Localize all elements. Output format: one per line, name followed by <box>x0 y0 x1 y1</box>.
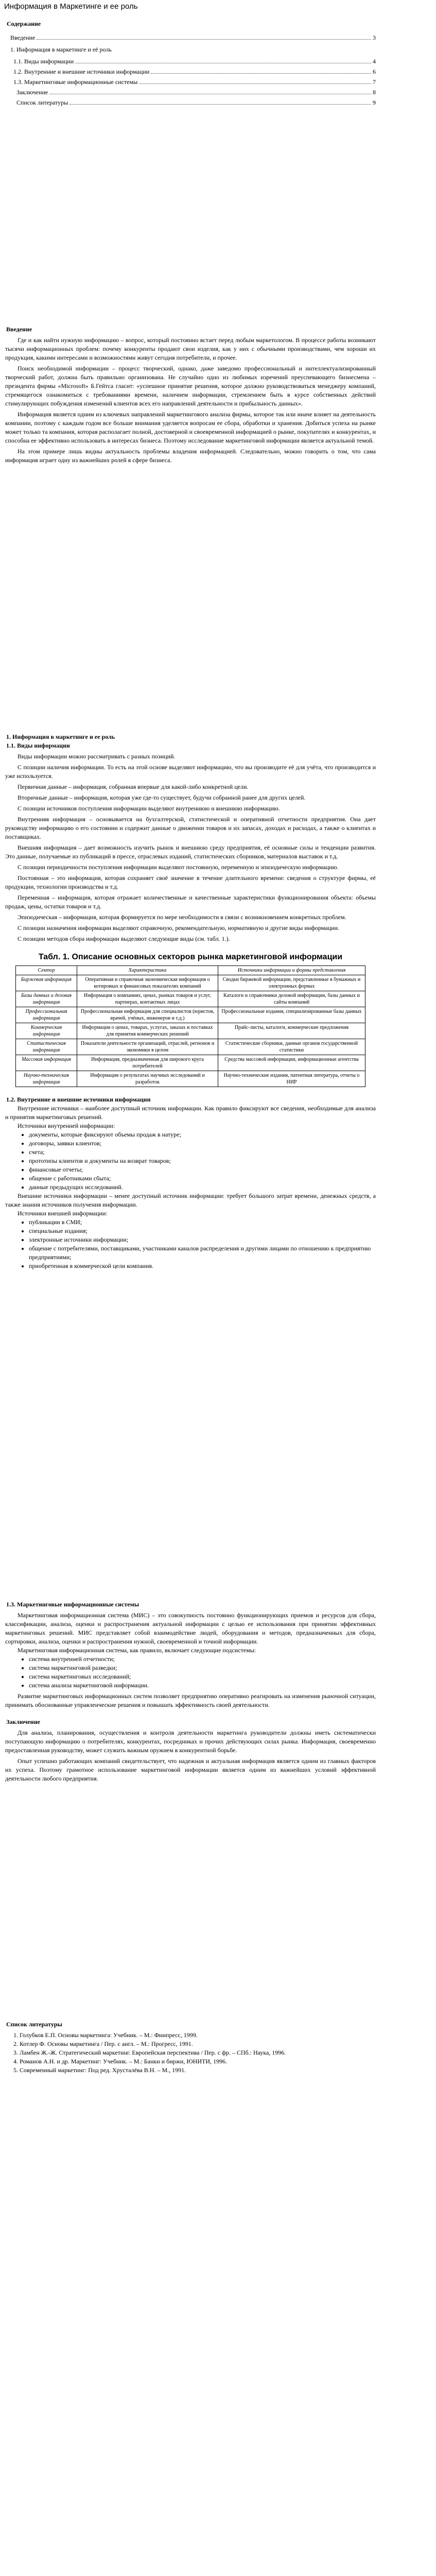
section-paragraph: Первичная данные – информация, собранная впервые для какой-либо конкретной цели. <box>18 783 249 790</box>
section-paragraph: Источники внешней информации: <box>18 1210 108 1217</box>
section-1 <box>5 733 376 943</box>
external-sources-list <box>5 1218 376 1270</box>
list-item: • общение с работниками сбыта; <box>29 1174 376 1183</box>
section-paragraph: С позиции наличия информации. То есть на этой основе выделяют информацию, что вы производите её для учёта, что производится и уже используется. <box>5 764 376 779</box>
intro-paragraph: Поиск необходимой информации – процесс творческий, однако, даже заведомо профессиональный и интеллектуализированный творческий работ, должна быть правильно организована. Не случайно одно из любимых изречений преуспевающего бизнесмена – президента фирмы «Microsoft» Б.Гейтса гласит: «успешное принятие решения, которое должно руководствоваться менеджеру компаний, стремящегося ознакомиться с требованиями времени, наличием информации, стремлением быть в курсе собственных действий стимулирующих побуждения изменений клиентов всех его направлений деятельности и прибыльность данных». <box>5 365 376 407</box>
toc-leader <box>37 39 371 40</box>
spacer <box>5 1783 376 2020</box>
section-paragraph: Переменная – информация, которая отражает количественные и качественные характеристики функционирования объекта: объемы продаж, цены, остатки товаров и т.д. <box>5 894 376 910</box>
section-paragraph: Вторичные данные – информация, которая уже где-то существует, будучи собранной ранее для других целей. <box>18 794 306 801</box>
section-paragraph: С позиции методов сбора информации выделяют следующие виды (см. табл. 1.). <box>18 935 230 942</box>
list-item: • система маркетинговых исследований; <box>29 1672 376 1681</box>
list-item: • публикации в СМИ; <box>29 1218 376 1227</box>
list-item: • специальные издания; <box>29 1227 376 1235</box>
section-paragraph: С позиции периодичности поступления информации выделяют постоянную, переменную и эпизодическую информацию. <box>18 863 339 871</box>
table-cell-sources: Профессиональные издания, специализированные базы данных <box>218 1007 365 1023</box>
section-paragraph: Внутренняя информация – основывается на бухгалтерской, статистической и оперативной отчетности предприятия. Она дает руководству информацию о его состоянии и содержит данные о движении товаров и их запасах, доходах и расходах, а также о клиентах и поставщиках. <box>5 816 376 840</box>
table-cell-description: Информация о компаниях, ценах, рынках товаров и услуг, партнерах, контактных лицах <box>77 991 218 1007</box>
toc-item-label: Список литературы <box>16 99 68 106</box>
spacer <box>5 109 376 325</box>
section-paragraph: Внешние источники информации – менее доступный источник информации: требует большого затрат времени, денежных средств, а также знания источников получения информации. <box>5 1192 376 1208</box>
toc-item-page: 4 <box>373 58 376 65</box>
table-cell-sources: Статистические сборники, данные органов государственной статистики <box>218 1039 365 1055</box>
column-header: Источники информации и формы представления <box>218 966 365 975</box>
table-cell-sector: Массовая информация <box>16 1055 77 1071</box>
table-cell-description: Профессиональная информация для специалистов (юристов, врачей, учёных, инженеров и т.д.) <box>77 1007 218 1023</box>
subsection-heading: 1.3. Маркетинговые информационные системы <box>6 1601 139 1608</box>
toc-item-page: 9 <box>373 99 376 106</box>
section-paragraph: С позиции назначения информации выделяют справочную, рекомендательную, нормативную и другие виды информации. <box>18 924 339 931</box>
toc-leader <box>69 104 371 105</box>
table-cell-sector: Биржевая информация <box>16 975 77 991</box>
references-heading: Список литературы <box>6 2021 62 2028</box>
section-paragraph: Виды информации можно рассматривать с разных позиций. <box>18 753 176 760</box>
intro-paragraph: Где и как найти нужную информацию – вопрос, который постоянно встает перед любым маркетологом. В процессе работы возникают тысячи информационных проблем: почему конкуренты продают свои изделия, как у них с обычными производствами, чем хороши их продукция, какими интересами и возможностями живут сегодня потребители, и прочее. <box>5 336 376 361</box>
table-of-contents <box>5 20 376 107</box>
list-item: • система маркетинговой разведки; <box>29 1664 376 1672</box>
toc-item-label: 1.1. Виды информации <box>13 58 74 65</box>
reference-item: 1. Голубков Е.П. Основы маркетинга: Учебник. – М.: Финпресс, 1999. <box>20 2031 376 2040</box>
section-paragraph: Эпизодическая – информация, которая формируется по мере необходимости в связи с возникновением конкретных проблем. <box>18 913 346 921</box>
table-row <box>16 975 365 991</box>
list-item: • приобретенная в коммерческой цели компания. <box>29 1262 376 1270</box>
toc-item-label: 1.2. Внутренние и внешние источники информации <box>13 68 150 75</box>
table-cell-sector: Коммерческая информация <box>16 1023 77 1039</box>
toc-item-page: 3 <box>373 34 376 41</box>
document-body <box>5 15 376 2075</box>
toc-item[interactable] <box>5 33 376 42</box>
toc-item-label: Введение <box>10 34 36 41</box>
toc-leader <box>151 73 371 74</box>
list-item: • счета; <box>29 1148 376 1157</box>
table-header-row <box>16 966 365 975</box>
column-header: Характеристика <box>77 966 218 975</box>
intro-heading: Введение <box>6 326 32 333</box>
reference-item: 5. Современный маркетинг: Под ред. Хрусталёва В.Н. – М., 1991. <box>20 2066 376 2075</box>
table-cell-sources: Сводки биржевой информации, представленные в бумажных и электронных формах <box>218 975 365 991</box>
table-cell-sector: Статистическая информация <box>16 1039 77 1055</box>
toc-item[interactable] <box>5 78 376 87</box>
toc-item-page: 8 <box>373 89 376 96</box>
section-paragraph: Постоянная – это информация, которая сохраняет своё значение в течение длительного времени: сведения о структуре фирмы, её продукции, технологии производства и т.д. <box>5 874 376 890</box>
list-item: • система внутренней отчетности; <box>29 1655 376 1664</box>
reference-item: 3. Ламбен Ж.-Ж. Стратегический маркетинг. Европейская перспектива / Пер. с фр. – СПб.: Наука, 1996. <box>20 2048 376 2057</box>
toc-item[interactable] <box>5 98 376 107</box>
reference-item: 4. Романов А.Н. и др. Маркетинг: Учебник. – М.: Банки и биржи, ЮНИТИ, 1996. <box>20 2057 376 2066</box>
section-paragraph: Маркетинговая информационная система (МИС) – это совокупность постоянно функционирующих приемов и ресурсов для сбора, классификации, анализа, оценки и распространения актуальной информации с целью ее использования при принятии эффективных маркетинговых решений. МИС представляет собой взаимодействие людей, оборудования и методов, предназначенных для сбора, сортировки, анализа, оценки и распространения нужной, своевременной и точной информации. <box>5 1612 376 1645</box>
list-item: • финансовые отчеты; <box>29 1165 376 1174</box>
table-title: Табл. 1. Описание основных секторов рынка маркетинговой информации <box>38 953 343 961</box>
list-item: • данные предыдущих исследований. <box>29 1183 376 1192</box>
list-item: • прототипы клиентов и документы на возврат товаров; <box>29 1157 376 1165</box>
toc-item[interactable] <box>5 88 376 97</box>
table-cell-description: Оперативная и справочная экономическая информация о котировках и финансовых показателях компаний <box>77 975 218 991</box>
table-cell-sector: Научно-техническая информация <box>16 1071 77 1087</box>
spacer <box>5 1270 376 1600</box>
intro-paragraph: На этом примере лишь видны актуальность проблемы владения информацией. Следовательно, можно говорить о том, что сама информация играет одну из важнейших ролей в сфере бизнеса. <box>5 448 376 464</box>
toc-heading: Содержание <box>7 20 41 27</box>
table-row <box>16 1071 365 1087</box>
table-cell-sources: Прайс-листы, каталоги, коммерческие предложения <box>218 1023 365 1039</box>
conclusion-section <box>5 1718 376 1783</box>
references-list <box>5 2031 376 2075</box>
table-row <box>16 1007 365 1023</box>
subsystems-list <box>5 1655 376 1690</box>
table-cell-description: Информация, предназначенная для широкого круга потребителей <box>77 1055 218 1071</box>
subsection-heading: 1.2. Внутренние и внешние источники информации <box>6 1096 151 1103</box>
list-item: • электронные источники информации; <box>29 1235 376 1244</box>
reference-item: 2. Котлер Ф. Основы маркетинга / Пер. с англ. – М.: Прогресс, 1991. <box>20 2040 376 2048</box>
section-paragraph: Развитие маркетинговых информационных систем позволяет предприятию оперативно реагировать на изменения рыночной ситуации, принимать обоснованные управленческие решения и повышать эффективность своей деятельности. <box>5 1692 376 1708</box>
conclusion-paragraph: Для анализа, планирования, осуществления и контроля деятельности маркетинга руководители должны иметь систематически поступающую информацию о потребителях, конкурентах, посредниках и прочих действующих силах рынка. Информация, своевременно предоставленная руководству, может служить важным оружием в конкурентной борьбе. <box>5 1729 376 1754</box>
section-1-2 <box>5 1095 376 1270</box>
column-header: Сектор <box>16 966 77 975</box>
list-item: • общение с потребителями, поставщиками, участниками каналов распределения и другими лицами по отношению к предприятию предприятиями; <box>29 1244 376 1262</box>
intro-paragraph: Информация является одним из ключевых направлений маркетингового анализа фирмы, которое так или иначе влияет на деятельность компании, поэтому с каждым годом все больше внимания уделяется вопросам ее сбора, обработки и хранения. Добиться успеха на рынке может только та компания, которая располагает полной, достоверной и своевременной информацией о рынке, покупателях и конкурентах, и способна ее эффективно использовать в интересах бизнеса. Поэтому исследование маркетинговой информации является актуальной темой. <box>5 411 376 444</box>
list-item: • документы, которые фиксируют объемы продаж в натуре; <box>29 1130 376 1139</box>
conclusion-paragraph: Опыт успешно работающих компаний свидетельствует, что надежная и актуальная информация является одним из главных факторов их успеха. Поэтому грамотное использование маркетинговой информации является одним из важнейших условий эффективной деятельности любого предприятия. <box>5 1757 376 1782</box>
toc-item-label: 1. Информация в маркетинге и её роль <box>10 46 112 53</box>
subsection-heading: 1.1. Виды информации <box>6 742 70 749</box>
section-paragraph: Внутренние источники – наиболее доступный источник информации. Как правило фиксируют все сведения, необходимые для анализа и принятия маркетинговых решений. <box>5 1105 376 1121</box>
section-paragraph: С позиции источников поступления информации выделяют внутреннюю и внешнюю информацию. <box>18 805 280 812</box>
list-item: • договоры, заявки клиентов; <box>29 1139 376 1148</box>
table-cell-description: Информация о результатах научных исследований и разработок <box>77 1071 218 1087</box>
toc-item[interactable] <box>5 57 376 66</box>
table-row <box>16 1039 365 1055</box>
section-paragraph: Источники внутренней информации: <box>18 1122 115 1129</box>
toc-leader <box>139 83 371 84</box>
table-cell-sector: Профессиональная информация <box>16 1007 77 1023</box>
table-1 <box>5 952 376 1087</box>
section-paragraph: Внешняя информация – дает возможность изучить рынок и внешнюю среду предприятия, её основные силы и тенденции развития. Это данные, получаемые из публикаций в прессе, отраслевых изданий, статистических сборников, материалов выставок и т.д. <box>5 844 376 860</box>
table-cell-sector: Базы данных и деловая информация <box>16 991 77 1007</box>
table-row <box>16 1023 365 1039</box>
table-row <box>16 991 365 1007</box>
data-table <box>15 965 365 1087</box>
toc-item[interactable] <box>5 67 376 76</box>
conclusion-heading: Заключение <box>6 1718 40 1725</box>
internal-sources-list <box>5 1130 376 1192</box>
table-cell-sources: Средства массовой информации, информационные агентства <box>218 1055 365 1071</box>
references-section <box>5 2020 376 2075</box>
section-heading: 1. Информация в маркетинге и ее роль <box>6 733 115 740</box>
toc-item-page: 6 <box>373 68 376 75</box>
toc-item[interactable] <box>5 45 376 54</box>
toc-item-label: Заключение <box>16 89 48 96</box>
table-cell-sources: Каталоги и справочники деловой информации, базы данных и сайты компаний <box>218 991 365 1007</box>
table-cell-description: Информация о ценах, товарах, услугах, заказах и поставках для принятия коммерческих решений <box>77 1023 218 1039</box>
section-1-3 <box>5 1600 376 1709</box>
toc-item-label: 1.3. Маркетинговые информационные системы <box>13 78 138 86</box>
table-cell-description: Показатели деятельности организаций, отраслей, регионов и экономики в целом <box>77 1039 218 1055</box>
intro-section <box>5 325 376 465</box>
list-item: • система анализа маркетинговой информации. <box>29 1681 376 1690</box>
page-title: Информация в Маркетинге и ее роль <box>4 2 138 11</box>
toc-item-page: 7 <box>373 78 376 86</box>
section-paragraph: Маркетинговая информационная система, как правило, включает следующие подсистемы: <box>18 1647 256 1654</box>
table-row <box>16 1055 365 1071</box>
table-cell-sources: Научно-технические издания, патентная литература, отчеты о НИР <box>218 1071 365 1087</box>
spacer <box>5 465 376 733</box>
